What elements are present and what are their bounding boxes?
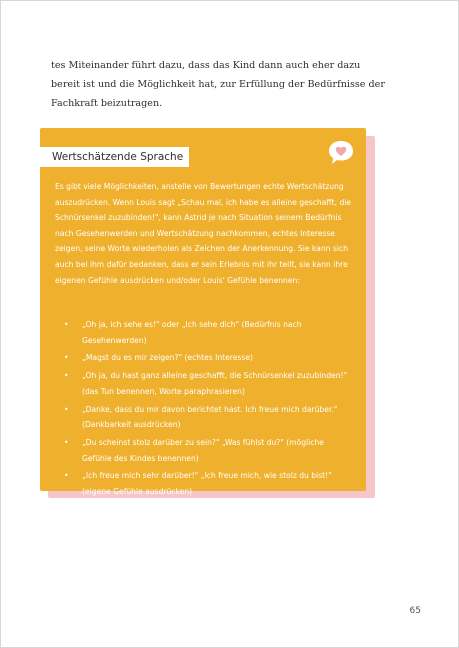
tip-text: „Ich freue mich sehr darüber!" „Ich freue mich, wie stolz du bist!" (eigene Gefühle ausdrücken) xyxy=(82,471,332,496)
tip-text: „Du scheinst stolz darüber zu sein?" „Was fühlst du?" (mögliche Gefühle des Kindes benennen) xyxy=(82,437,324,463)
list-item xyxy=(60,435,350,466)
tip-text: „Oh ja, du hast ganz alleine geschafft, die Schnürsenkel zuzubinden!" (das Tun benennen, Worte paraphrasieren) xyxy=(82,371,348,396)
list-item xyxy=(60,368,350,399)
tips-list xyxy=(60,317,350,502)
bullet-icon: • xyxy=(64,437,69,447)
tip-text: „Magst du es mir zeigen?" (echtes Interesse) xyxy=(82,353,253,363)
info-box-heading: Wertschätzende Sprache xyxy=(30,147,189,167)
bullet-icon: • xyxy=(64,471,69,481)
bullet-icon: • xyxy=(64,353,69,363)
bullet-icon: • xyxy=(64,404,69,414)
heart-speech-bubble-icon xyxy=(326,138,356,168)
tip-text: „Danke, dass du mir davon berichtet hast. Ich freue mich darüber." (Dankbarkeit ausdrücken) xyxy=(82,404,338,430)
bullet-icon: • xyxy=(64,371,69,381)
info-box-paragraph: Es gibt viele Möglichkeiten, anstelle von Bewertungen echte Wertschätzung auszudrücken. Wenn Louis sagt „Schau mal, ich habe es alleine geschafft, die Schnürsenkel zuzubinden!", kann Astrid je nach Situation seinem Bedürfnis nach Gesehenwerden und Wertschätzung nachkommen, echtes Interesse zeigen, seine Worte wiederholen als Zeichen der Anerkennung. Sie kann sich auch bei ihm dafür bedanken, dass er sein Erlebnis mit ihr teilt, sie kann ihre eigenen Gefühle ausdrücken und/oder Louis' Gefühle benennen: xyxy=(55,182,352,285)
list-item xyxy=(60,317,350,348)
list-item xyxy=(60,350,350,366)
intro-paragraph: tes Miteinander führt dazu, dass das Kind dann auch eher dazu bereit ist und die Möglichkeit hat, zur Erfüllung der Bedürfnisse der Fachkraft beizutragen. xyxy=(51,60,385,109)
list-item xyxy=(60,468,350,499)
tip-text: „Oh ja, ich sehe es!" oder „Ich sehe dich" (Bedürfnis nach Gesehenwerden) xyxy=(82,320,302,345)
bullet-icon: • xyxy=(64,320,69,329)
list-item xyxy=(60,402,350,433)
page-number: 65 xyxy=(409,606,421,616)
